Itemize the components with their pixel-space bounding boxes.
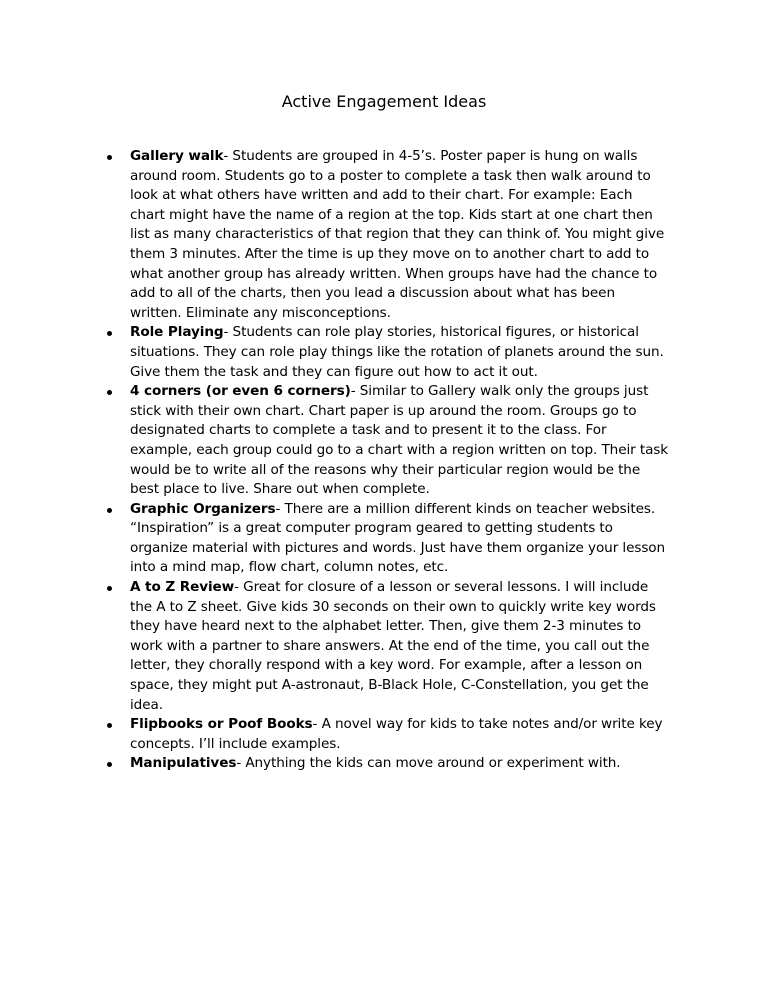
idea-term: 4 corners (or even 6 corners)	[130, 383, 351, 400]
bullet-icon	[107, 331, 112, 336]
idea-description: - Students are grouped in 4-5’s. Poster paper is hung on walls around room. Students go to a poster to complete a task then walk around to look at what others have written and add to their chart. For example: Each chart might have the name of a region at the top. Kids start at one chart then list as many characteristics of that region that they can think of. You might give them 3 minutes. After the time is up they move on to another chart to add to what another group has already written. When groups have had the chance to add to all of the charts, then you lead a discussion about what has been written. Eliminate any misconceptions.	[130, 148, 665, 321]
idea-description: - Students can role play stories, historical figures, or historical situations. They can role play things like the rotation of planets around the sun. Give them the task and they can figure out how to act it out.	[130, 324, 664, 380]
bullet-icon	[107, 390, 112, 395]
list-item-a-to-z-review	[130, 578, 670, 715]
list-item-gallery-walk	[130, 147, 670, 323]
idea-term: Role Playing	[130, 324, 224, 341]
list-item-manipulatives	[130, 754, 670, 774]
idea-description: - Similar to Gallery walk only the groups just stick with their own chart. Chart paper is up around the room. Groups go to designated charts to complete a task and to present it to the class. For example, each group could go to a chart with a region written on top. Their task would be to write all of the reasons why their particular region would be the best place to live. Share out when complete.	[130, 383, 669, 498]
document-title: Active Engagement Ideas	[281, 92, 487, 111]
bullet-icon	[107, 508, 112, 513]
bullet-icon	[107, 155, 112, 160]
list-item-graphic-organizers	[130, 500, 670, 578]
bullet-icon	[107, 762, 112, 767]
idea-description: - Great for closure of a lesson or several lessons. I will include the A to Z sheet. Give kids 30 seconds on their own to quickly write key words they have heard next to the alphabet letter. Then, give them 2-3 minutes to work with a partner to share answers. At the end of the time, you call out the letter, they chorally respond with a key word. For example, after a lesson on space, they might put A-astronaut, B-Black Hole, C-Constellation, you get the idea.	[130, 579, 656, 713]
idea-term: Flipbooks or Poof Books	[130, 716, 313, 733]
list-item-flipbooks	[130, 715, 670, 754]
idea-term: Graphic Organizers	[130, 500, 276, 517]
idea-description: - A novel way for kids to take notes and/or write key concepts. I’ll include examples.	[130, 716, 663, 752]
idea-description: - Anything the kids can move around or experiment with.	[236, 755, 621, 772]
bullet-icon	[107, 586, 112, 591]
list-item-role-playing	[130, 323, 670, 382]
ideas-bullet-list	[130, 147, 670, 774]
idea-term: Manipulatives	[130, 755, 237, 772]
idea-description: - There are a million different kinds on teacher websites. “Inspiration” is a great computer program geared to getting students to organize material with pictures and words. Just have them organize your lesson into a mind map, flow chart, column notes, etc.	[130, 500, 666, 576]
bullet-icon	[107, 723, 112, 728]
idea-term: A to Z Review	[130, 579, 235, 596]
idea-term: Gallery walk	[130, 148, 224, 164]
list-item-4-corners	[130, 382, 670, 500]
